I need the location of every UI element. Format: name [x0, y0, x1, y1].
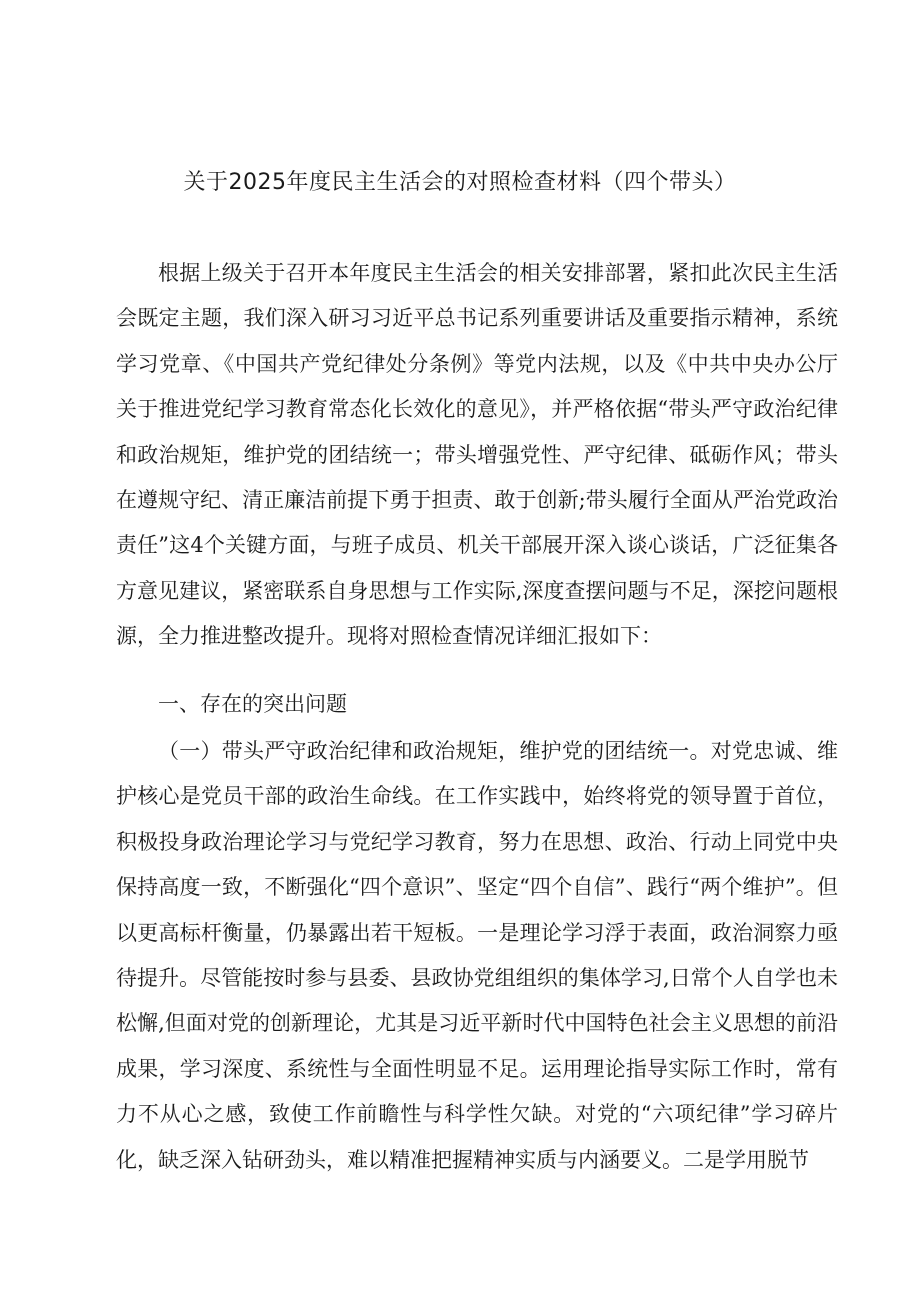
- body-paragraph: （一）带头严守政治纪律和政治规矩，维护党的团结统一。对党忠诚、维护核心是党员干部的政治生命线。在工作实践中，始终将党的领导置于首位，积极投身政治理论学习与党纪学习教育，努力在思想、政治、行动上同党中央保持高度一致，不断强化“四个意识”、坚定“四个自信”、践行“两个维护”。但以更高标杆衡量，仍暴露出若干短板。一是理论学习浮于表面，政治洞察力亟待提升。尽管能按时参与县委、县政协党组组织的集体学习,日常个人自学也未松懈,但面对党的创新理论，尤其是习近平新时代中国特色社会主义思想的前沿成果，学习深度、系统性与全面性明显不足。运用理论指导实际工作时，常有力不从心之感，致使工作前瞻性与科学性欠缺。对党的“六项纪律”学习碎片化，缺乏深入钻研劲头，难以精准把握精神实质与内涵要义。二是学用脱节: [116, 739, 838, 1172]
- intro-paragraph: 根据上级关于召开本年度民主生活会的相关安排部署，紧扣此次民主生活会既定主题，我们深入研习习近平总书记系列重要讲话及重要指示精神，系统学习党章、《中国共产党纪律处分条例》等党内法规，以及《中共中央办公厅关于推进党纪学习教育常态化长效化的意见》，并严格依据“带头严守政治纪律和政治规矩，维护党的团结统一；带头增强党性、严守纪律、砥砺作风；带头在遵规守纪、清正廉洁前提下勇于担责、敢于创新;带头履行全面从严治党政治责任”这4个关键方面，与班子成员、机关干部展开深入谈心谈话，广泛征集各方意见建议，紧密联系自身思想与工作实际,深度查摆问题与不足，深挖问题根源，全力推进整改提升。现将对照检查情况详细汇报如下：: [116, 261, 838, 649]
- document-title: 关于2025年度民主生活会的对照检查材料（四个带头）: [183, 170, 737, 195]
- section-heading: 一、存在的突出问题: [158, 692, 347, 716]
